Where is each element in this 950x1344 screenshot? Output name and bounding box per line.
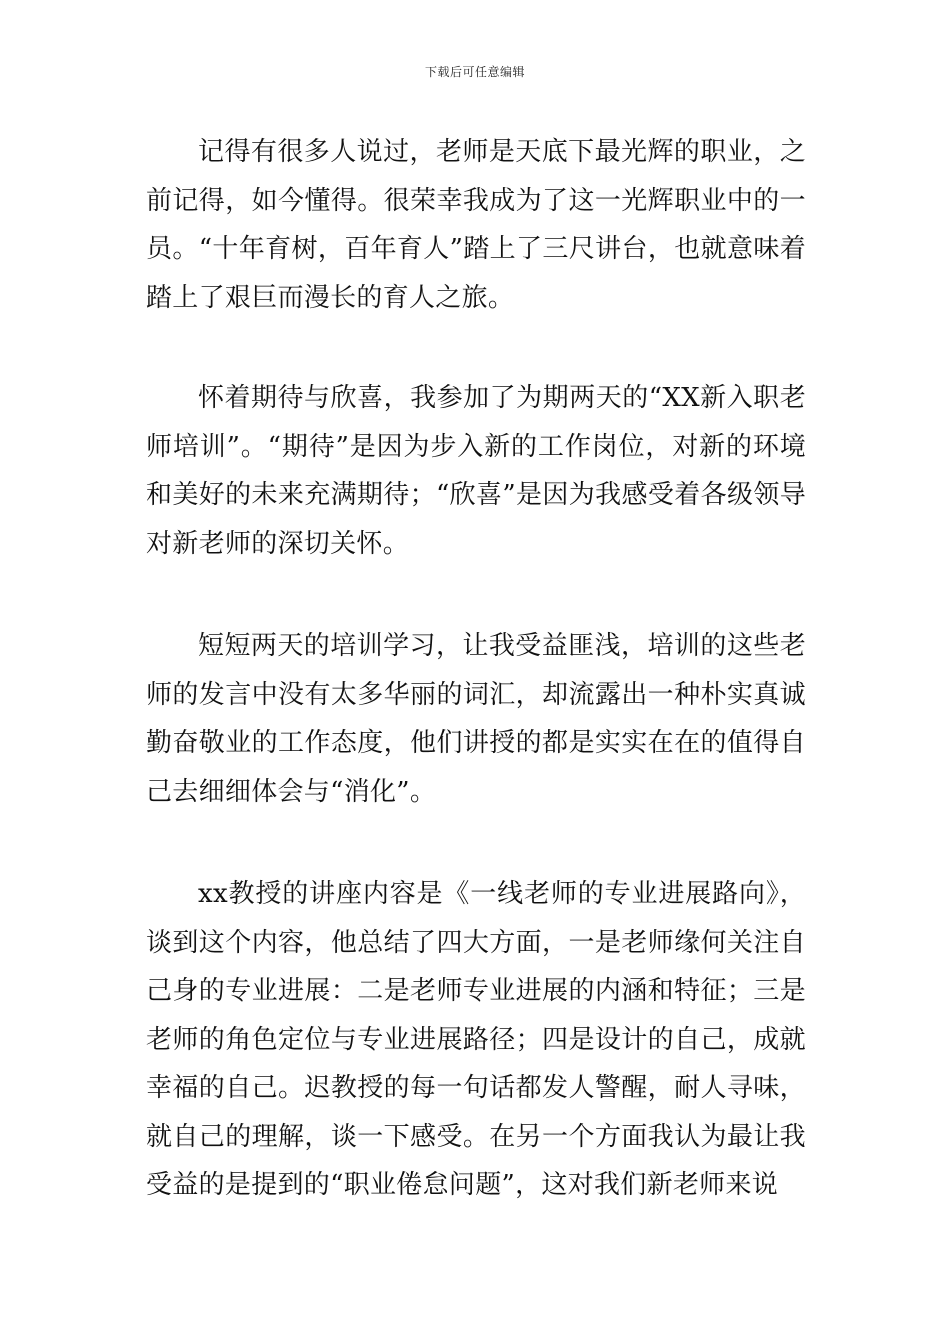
page-header: 下载后可任意编辑 (424, 65, 525, 79)
paragraph-2: 怀着期待与欣喜，我参加了为期两天的“XX新入职老师培训”。“期待”是因为步入新的工作岗位，对新的环境和美好的未来充满期待；“欣喜”是因为我感受着各级领导对新老师的深切关怀。 (146, 383, 806, 559)
paragraph-1: 记得有很多人说过，老师是天底下最光辉的职业，之前记得，如今懂得。很荣幸我成为了这一光辉职业中的一员。“十年育树，百年育人”踏上了三尺讲台，也就意味着踏上了艰巨而漫长的育人之旅。 (146, 137, 806, 313)
paragraph-3: 短短两天的培训学习，让我受益匪浅，培训的这些老师的发言中没有太多华丽的词汇，却流露出一种朴实真诚勤奋敬业的工作态度，他们讲授的都是实实在在的值得自己去细细体会与“消化”。 (146, 631, 806, 807)
paragraph-4: xx教授的讲座内容是《一线老师的专业进展路向》，谈到这个内容，他总结了四大方面，一是老师缘何关注自己身的专业进展：二是老师专业进展的内涵和特征；三是老师的角色定位与专业进展路径；四是设计的自己，成就幸福的自己。迟教授的每一句话都发人警醒，耐人寻味，就自己的理解，谈一下感受。在另一个方面我认为最让我受益的是提到的“职业倦怠问题”，这对我们新老师来说 (146, 879, 806, 1200)
